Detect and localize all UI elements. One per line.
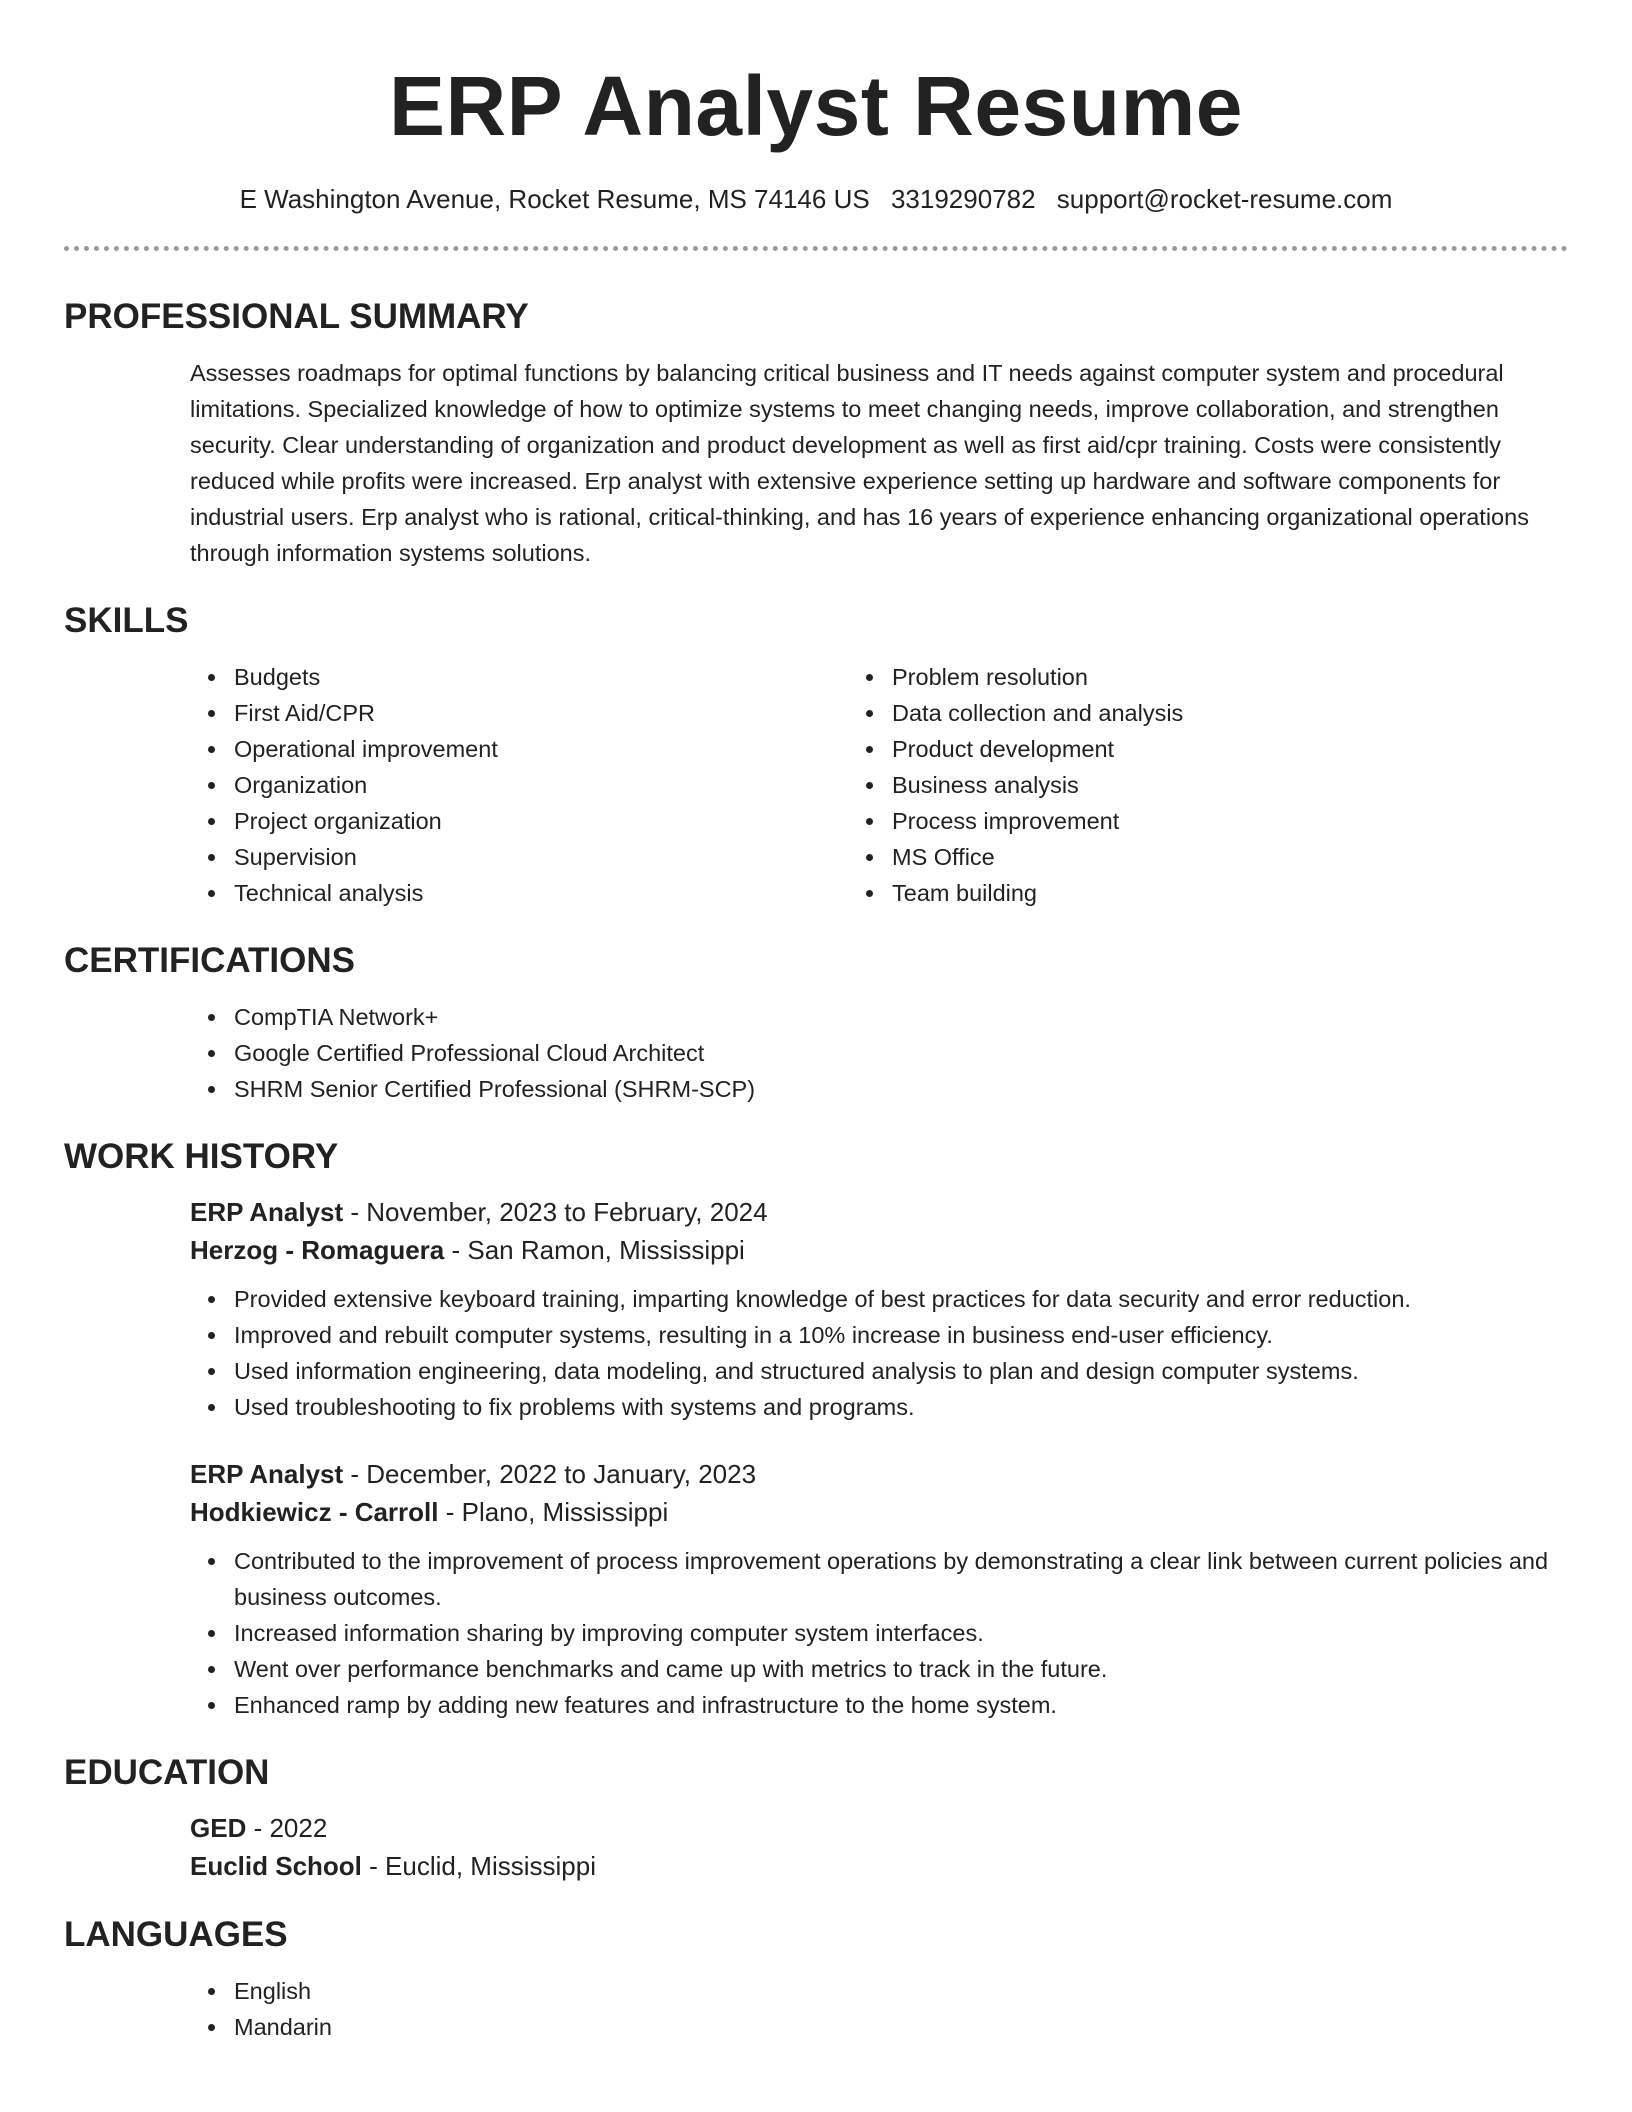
job-company-line	[190, 1493, 1568, 1531]
work-heading: WORK HISTORY	[64, 1137, 339, 1176]
job-entry	[64, 1193, 1568, 1425]
job-title-line	[190, 1193, 1568, 1231]
summary-text: Assesses roadmaps for optimal functions by balancing critical business and IT needs against computer system and procedural limitations. Specialized knowledge of how to optimize systems to meet changing needs, improve collaboration, and strengthen security. Clear understanding of organization and product development as well as first aid/cpr training. Costs were consistently reduced while profits were increased. Erp analyst with extensive experience setting up hardware and software components for industrial users. Erp analyst who is rational, critical-thinking, and has 16 years of experience enhancing organizational operations through information systems solutions.	[190, 360, 1529, 566]
job-bullet: Enhanced ramp by adding new features and infrastructure to the home system.	[234, 1687, 1568, 1723]
summary-heading: PROFESSIONAL SUMMARY	[64, 297, 529, 336]
skill-item: Process improvement	[892, 803, 1568, 839]
job-bullet: Increased information sharing by improving computer system interfaces.	[234, 1615, 1568, 1651]
resume-title: ERP Analyst Resume	[388, 59, 1243, 153]
skill-item: Operational improvement	[234, 731, 816, 767]
certification-item: Google Certified Professional Cloud Architect	[234, 1035, 1568, 1071]
skill-item: Product development	[892, 731, 1568, 767]
languages-list	[64, 1973, 1568, 2045]
certifications-section	[64, 939, 1568, 1107]
skill-item: First Aid/CPR	[234, 695, 816, 731]
certification-item: CompTIA Network+	[234, 999, 1568, 1035]
skill-item: Supervision	[234, 839, 816, 875]
skills-list-left	[64, 659, 816, 911]
job-title-line	[190, 1455, 1568, 1493]
skill-item: Data collection and analysis	[892, 695, 1568, 731]
skills-grid	[64, 659, 1568, 911]
education-year: - 2022	[246, 1813, 328, 1843]
education-degree: GED	[190, 1813, 247, 1843]
header-divider	[64, 246, 1568, 251]
skill-item: Business analysis	[892, 767, 1568, 803]
skill-item: Organization	[234, 767, 816, 803]
job-location: - Plano, Mississippi	[438, 1497, 669, 1527]
job-title: ERP Analyst	[190, 1459, 344, 1489]
job-dates: - November, 2023 to February, 2024	[343, 1197, 768, 1227]
skills-list-right	[816, 659, 1568, 911]
education-school-line	[190, 1847, 1568, 1885]
education-school: Euclid School	[190, 1851, 362, 1881]
languages-section	[64, 1913, 1568, 2045]
skill-item: Technical analysis	[234, 875, 816, 911]
education-heading: EDUCATION	[64, 1753, 270, 1792]
job-bullet: Provided extensive keyboard training, imparting knowledge of best practices for data security and error reduction.	[234, 1281, 1568, 1317]
job-bullets	[64, 1281, 1568, 1425]
job-location: - San Ramon, Mississippi	[444, 1235, 745, 1265]
skill-item: Project organization	[234, 803, 816, 839]
language-item: English	[234, 1973, 1568, 2009]
contact-email: support@rocket-resume.com	[1056, 184, 1393, 214]
job-company: Hodkiewicz - Carroll	[190, 1497, 439, 1527]
job-company: Herzog - Romaguera	[190, 1235, 445, 1265]
skills-heading: SKILLS	[64, 601, 189, 640]
skill-item: Problem resolution	[892, 659, 1568, 695]
education-location: - Euclid, Mississippi	[361, 1851, 596, 1881]
skill-item: MS Office	[892, 839, 1568, 875]
job-bullet: Contributed to the improvement of process improvement operations by demonstrating a clear link between current policies and business outcomes.	[234, 1543, 1568, 1615]
job-dates: - December, 2022 to January, 2023	[343, 1459, 757, 1489]
job-bullets	[64, 1543, 1568, 1723]
job-company-line	[190, 1231, 1568, 1269]
certification-item: SHRM Senior Certified Professional (SHRM-SCP)	[234, 1071, 1568, 1107]
contact-phone: 3319290782	[890, 184, 1036, 214]
skill-item: Team building	[892, 875, 1568, 911]
job-bullet: Improved and rebuilt computer systems, resulting in a 10% increase in business end-user efficiency.	[234, 1317, 1568, 1353]
job-bullet: Went over performance benchmarks and came up with metrics to track in the future.	[234, 1651, 1568, 1687]
job-bullet: Used information engineering, data modeling, and structured analysis to plan and design computer systems.	[234, 1353, 1568, 1389]
job-entry	[64, 1455, 1568, 1723]
contact-address: E Washington Avenue, Rocket Resume, MS 74146 US	[239, 184, 870, 214]
contact-line	[64, 182, 1568, 216]
education-section	[64, 1751, 1568, 1885]
languages-heading: LANGUAGES	[64, 1915, 288, 1954]
education-degree-line	[190, 1809, 1568, 1847]
summary-section	[64, 295, 1568, 571]
job-title: ERP Analyst	[190, 1197, 344, 1227]
certifications-list	[64, 999, 1568, 1107]
skill-item: Budgets	[234, 659, 816, 695]
certifications-heading: CERTIFICATIONS	[64, 941, 356, 980]
job-bullet: Used troubleshooting to fix problems with systems and programs.	[234, 1389, 1568, 1425]
language-item: Mandarin	[234, 2009, 1568, 2045]
work-section	[64, 1135, 1568, 1723]
skills-section	[64, 599, 1568, 911]
